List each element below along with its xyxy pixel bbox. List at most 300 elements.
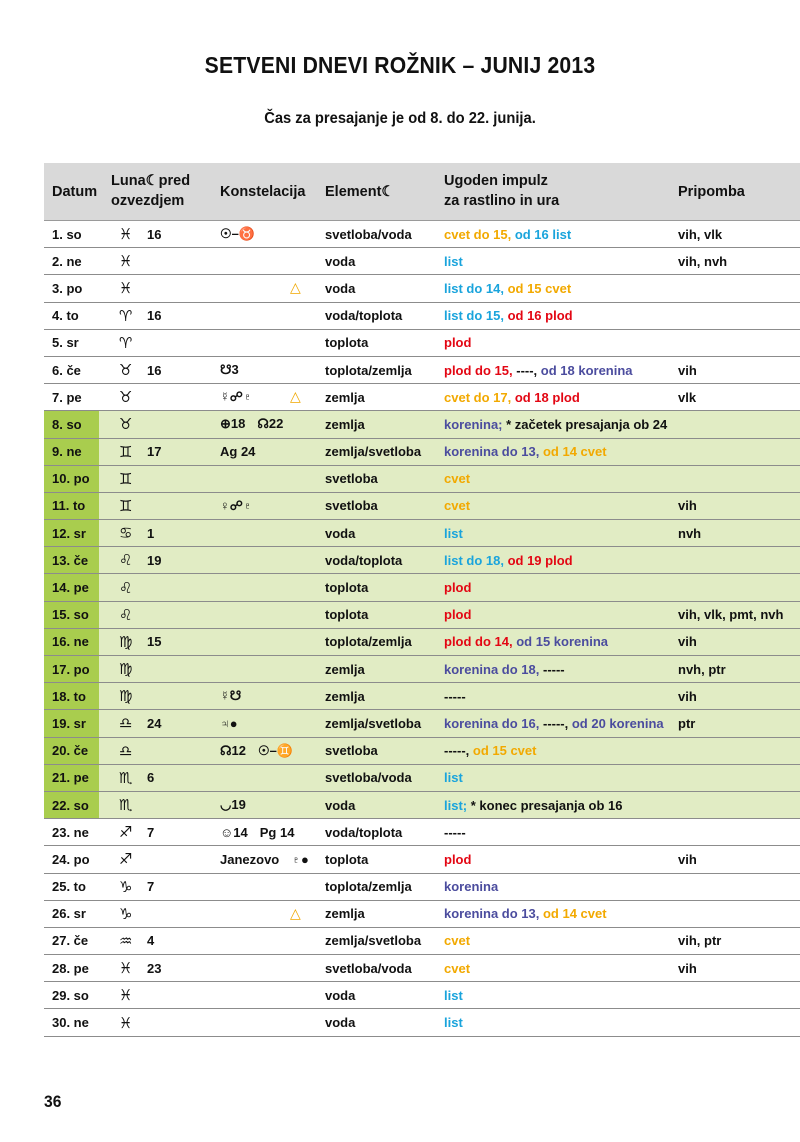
constellation-text: ☋3 [220,362,239,378]
element-cell: toplota/zemlja [325,634,412,650]
moon-entry-hour: 1 [147,525,155,541]
impulse-cell [440,901,674,927]
impulse-cell [440,738,674,764]
constellation-text-2: Pg 14 [259,824,295,840]
date-cell: 20. če [44,738,99,764]
constellation-text: ♃● [220,715,238,731]
zodiac-sign-icon: ♓ [119,959,133,978]
element-cell: toplota [325,335,369,351]
table-row [44,520,800,547]
date-cell: 13. če [44,547,99,573]
table-body [44,221,800,1037]
impulse-cell [440,928,674,954]
constellation-text: Janezovo [220,851,280,867]
zodiac-sign-icon: ♑ [119,904,133,923]
moon-constellation-cell [99,221,212,247]
impulse-segment: cvet do 15, [444,226,515,242]
date-cell: 6. če [52,362,81,378]
constellation-cell [212,493,321,519]
element-cell: voda/toplota [325,308,403,324]
zodiac-sign-icon: ♈ [119,306,133,325]
impulse-segment: korenina [444,879,499,895]
impulse-cell [440,683,674,709]
table-row [44,384,800,411]
element-cell: zemlja [325,389,365,405]
constellation-cell [212,901,321,927]
constellation-text: ☉–♉ [220,226,256,242]
impulse-segment: od 14 cvet [542,906,607,922]
date-cell: 16. ne [44,629,99,655]
moon-constellation-cell [99,629,212,655]
impulse-segment: plod [444,335,472,351]
remark-cell: vih [678,688,697,704]
constellation-cell [212,846,321,872]
date-cell: 15. so [44,602,99,628]
moon-entry-hour: 16 [147,362,162,378]
element-cell: zemlja [325,906,365,922]
impulse-cell [440,221,674,247]
element-cell: svetloba/voda [325,960,412,976]
impulse-segment: korenina do 13, [444,444,543,460]
header-pripomba: Pripomba [678,183,745,200]
zodiac-sign-icon: ♓ [119,986,133,1005]
remark-cell [674,874,800,900]
constellation-cell [212,330,321,356]
remark-cell [674,439,800,465]
constellation-text: ⊕18 [220,416,246,432]
date-cell: 5. sr [52,335,79,351]
remark-cell: vih, ptr [678,933,722,949]
constellation-cell [212,765,321,791]
remark-cell [674,574,800,600]
impulse-cell [440,710,674,736]
constellation-cell [212,819,321,845]
moon-constellation-cell [99,901,212,927]
remark-cell [674,466,800,492]
impulse-segment: od 14 cvet [542,444,607,460]
table-row [44,874,800,901]
table-row [44,357,800,384]
date-cell: 10. po [44,466,99,492]
element-cell: zemlja/svetloba [325,715,422,731]
impulse-cell [440,275,674,301]
moon-constellation-cell [99,656,212,682]
date-cell: 25. to [52,879,86,895]
remark-cell: vih, vlk [678,226,723,242]
zodiac-sign-icon: ♊ [119,442,133,461]
element-cell: toplota [325,851,369,867]
zodiac-sign-icon: ♍ [119,632,133,651]
date-cell: 26. sr [52,906,86,922]
impulse-cell [440,330,674,356]
date-cell: 24. po [52,851,90,867]
zodiac-sign-icon: ♐ [119,850,133,869]
constellation-cell [212,384,321,410]
zodiac-sign-icon: ♑ [119,877,133,896]
impulse-cell [440,955,674,981]
constellation-cell [212,982,321,1008]
constellation-cell [212,520,321,546]
date-cell: 22. so [44,792,99,818]
impulse-segment: list [444,525,463,541]
impulse-cell [440,602,674,628]
moon-constellation-cell [99,819,212,845]
remark-cell [674,982,800,1008]
moon-entry-hour: 23 [147,960,162,976]
table-row [44,1009,800,1036]
header-konstelacija: Konstelacija [220,183,306,200]
constellation-cell [212,874,321,900]
header-impulz-line1: Ugoden impulz [444,173,548,189]
impulse-cell [440,982,674,1008]
impulse-cell [440,466,674,492]
moon-constellation-cell [99,765,212,791]
impulse-segment: -----, [542,715,572,731]
element-cell: voda/toplota [325,824,403,840]
table-row [44,466,800,493]
impulse-segment: cvet [444,471,471,487]
header-impulz [440,163,674,220]
zodiac-sign-icon: ♌ [119,578,133,597]
table-row [44,602,800,629]
triangle-aspect-icon: △ [290,905,301,922]
element-cell: toplota [325,580,369,596]
date-cell: 12. sr [44,520,99,546]
impulse-cell [440,1009,674,1035]
element-cell: voda [325,253,356,269]
impulse-cell [440,439,674,465]
date-cell: 2. ne [52,253,82,269]
impulse-segment: * konec presajanja ob 16 [470,797,623,813]
impulse-cell [440,547,674,573]
page-subtitle: Čas za presajanje je od 8. do 22. junija. [264,110,536,127]
moon-entry-hour: 6 [147,770,155,786]
remark-cell: vih [678,851,697,867]
element-cell: voda [325,1015,356,1031]
table-row [44,303,800,330]
element-cell: voda [325,797,356,813]
table-row [44,710,800,737]
impulse-segment: list do 18, [444,552,508,568]
constellation-text: ☿☍♇ [220,389,253,405]
remark-cell [674,303,800,329]
impulse-segment: plod [444,580,472,596]
table-row [44,928,800,955]
impulse-cell [440,629,674,655]
zodiac-sign-icon: ♌ [119,605,133,624]
moon-constellation-cell [99,874,212,900]
constellation-cell [212,574,321,600]
element-cell: zemlja [325,688,365,704]
impulse-cell [440,493,674,519]
date-cell: 7. pe [52,389,82,405]
header-luna-line2: ozvezdjem [111,193,185,209]
zodiac-sign-icon: ♊ [119,469,133,488]
constellation-cell [212,357,321,383]
triangle-aspect-icon: △ [290,389,301,406]
table-row [44,574,800,601]
zodiac-sign-icon: ♍ [119,687,133,706]
moon-constellation-cell [99,330,212,356]
table-row [44,819,800,846]
table-row [44,221,800,248]
table-row [44,656,800,683]
element-cell: voda [325,987,356,1003]
impulse-segment: od 15 cvet [507,280,572,296]
impulse-segment: cvet [444,960,471,976]
constellation-text-2: ☉–♊ [258,742,294,758]
date-cell: 28. pe [52,960,89,976]
element-cell: svetloba [325,471,378,487]
moon-entry-hour: 7 [147,824,155,840]
remark-cell: nvh, ptr [678,661,726,677]
impulse-segment: list [444,987,463,1003]
impulse-cell [440,656,674,682]
date-cell: 19. sr [44,710,99,736]
zodiac-sign-icon: ♓ [119,252,133,271]
zodiac-sign-icon: ♐ [119,823,133,842]
impulse-cell [440,846,674,872]
remark-cell [674,275,800,301]
zodiac-sign-icon: ♊ [119,496,133,515]
impulse-cell [440,819,674,845]
impulse-segment: cvet [444,498,471,514]
sowing-calendar-table [44,163,800,1037]
constellation-cell [212,710,321,736]
impulse-cell [440,765,674,791]
date-cell: 27. če [52,933,89,949]
remark-cell: vih [678,362,697,378]
element-cell: zemlja [325,661,365,677]
moon-constellation-cell [99,248,212,274]
impulse-segment: od 16 plod [507,308,573,324]
constellation-cell [212,602,321,628]
page-number: 36 [44,1092,62,1111]
zodiac-sign-icon: ♈ [119,333,133,352]
moon-constellation-cell [99,411,212,437]
impulse-cell [440,411,674,437]
element-cell: zemlja/svetloba [325,444,422,460]
constellation-cell [212,629,321,655]
header-element: Element☾ [325,183,395,200]
remark-cell: ptr [678,715,696,731]
impulse-segment: plod do 14, [444,634,517,650]
constellation-cell [212,738,321,764]
date-cell: 30. ne [52,1015,89,1031]
table-row [44,982,800,1009]
zodiac-sign-icon: ♏ [119,768,133,787]
remark-cell [674,738,800,764]
table-row [44,792,800,819]
zodiac-sign-icon: ♓ [119,279,133,298]
impulse-segment: od 16 list [514,226,572,242]
date-cell: 3. po [52,280,83,296]
remark-cell [674,765,800,791]
moon-constellation-cell [99,683,212,709]
table-row [44,738,800,765]
date-cell: 1. so [52,226,82,242]
impulse-segment: plod [444,851,472,867]
constellation-text: ☿☋ [220,688,242,704]
moon-constellation-cell [99,275,212,301]
zodiac-sign-icon: ♉ [119,388,133,407]
impulse-segment: korenina; [444,416,507,432]
impulse-segment: list; [444,797,471,813]
impulse-segment: ----- [444,824,466,840]
table-row [44,683,800,710]
zodiac-sign-icon: ♓ [119,225,133,244]
moon-constellation-cell [99,493,212,519]
table-row [44,629,800,656]
zodiac-sign-icon: ♉ [119,415,133,434]
remark-cell [674,547,800,573]
impulse-segment: * začetek presajanja ob 24 [506,416,668,432]
moon-constellation-cell [99,792,212,818]
moon-constellation-cell [99,602,212,628]
moon-entry-hour: 7 [147,879,155,895]
date-cell: 21. pe [44,765,99,791]
remark-cell [674,1009,800,1035]
date-cell: 23. ne [52,824,89,840]
header-datum: Datum [52,183,98,200]
moon-constellation-cell [99,303,212,329]
table-header [44,163,800,221]
remark-cell: vih [678,960,697,976]
remark-cell: vih [678,498,697,514]
constellation-cell [212,1009,321,1035]
moon-constellation-cell [99,357,212,383]
header-impulz-line2: za rastlino in ura [444,193,560,209]
impulse-segment: korenina do 18, [444,661,543,677]
element-cell: svetloba [325,498,378,514]
remark-cell: vih, nvh [678,253,728,269]
moon-constellation-cell [99,466,212,492]
impulse-segment: plod do 15, [444,362,517,378]
constellation-cell [212,248,321,274]
page-title: SETVENI DNEVI ROŽNIK – JUNIJ 2013 [204,52,596,78]
constellation-cell [212,411,321,437]
remark-cell: vih, vlk, pmt, nvh [678,607,784,623]
constellation-cell [212,439,321,465]
element-cell: zemlja/svetloba [325,933,422,949]
impulse-cell [440,357,674,383]
impulse-segment: od 15 cvet [472,743,537,759]
impulse-cell [440,248,674,274]
element-cell: voda [325,525,356,541]
table-row [44,439,800,466]
moon-entry-hour: 15 [147,634,162,650]
impulse-segment: od 19 plod [507,552,573,568]
date-cell: 8. so [44,411,99,437]
impulse-cell [440,303,674,329]
element-cell: toplota/zemlja [325,362,412,378]
remark-cell [674,901,800,927]
moon-constellation-cell [99,520,212,546]
impulse-cell [440,574,674,600]
zodiac-sign-icon: ♎ [119,741,133,760]
constellation-cell [212,683,321,709]
impulse-segment: od 20 korenina [571,715,664,731]
impulse-segment: list [444,253,463,269]
constellation-cell [212,221,321,247]
impulse-cell [440,874,674,900]
date-cell: 14. pe [44,574,99,600]
moon-entry-hour: 19 [147,552,162,568]
remark-cell [674,792,800,818]
zodiac-sign-icon: ♒ [119,931,133,950]
constellation-cell [212,792,321,818]
moon-constellation-cell [99,982,212,1008]
impulse-segment: list [444,1015,463,1031]
moon-constellation-cell [99,928,212,954]
zodiac-sign-icon: ♌ [119,551,133,570]
impulse-segment: list do 14, [444,280,508,296]
zodiac-sign-icon: ♏ [119,796,133,815]
impulse-cell [440,520,674,546]
constellation-cell [212,928,321,954]
constellation-text: ♀☍♇ [220,497,253,513]
zodiac-sign-icon: ♎ [119,714,133,733]
triangle-aspect-icon: △ [290,280,301,297]
impulse-cell [440,792,674,818]
constellation-cell [212,466,321,492]
moon-constellation-cell [99,738,212,764]
constellation-text: ◡19 [220,797,246,813]
element-cell: voda/toplota [325,552,403,568]
impulse-segment: -----, [444,743,473,759]
zodiac-sign-icon: ♍ [119,660,133,679]
impulse-segment: od 15 korenina [516,634,608,650]
header-luna [99,163,212,220]
table-row [44,547,800,574]
constellation-text: ☺14 [220,824,248,840]
table-row [44,846,800,873]
moon-entry-hour: 16 [147,226,162,242]
date-cell: 18. to [44,683,99,709]
table-row [44,493,800,520]
moon-constellation-cell [99,384,212,410]
constellation-cell [212,656,321,682]
remark-cell [674,819,800,845]
zodiac-sign-icon: ♓ [119,1013,133,1032]
remark-cell: nvh [678,525,702,541]
impulse-segment: cvet do 17, [444,389,515,405]
constellation-text-2: ♇● [291,851,309,867]
table-row [44,955,800,982]
date-cell: 9. ne [44,439,99,465]
table-row [44,901,800,928]
moon-constellation-cell [99,1009,212,1035]
moon-constellation-cell [99,710,212,736]
moon-entry-hour: 24 [147,715,162,731]
moon-entry-hour: 17 [147,444,162,460]
constellation-text: Ag 24 [220,444,256,460]
moon-entry-hour: 4 [147,933,155,949]
impulse-segment: plod [444,607,472,623]
remark-cell: vlk [678,389,697,405]
constellation-text: ☊12 [220,742,247,758]
constellation-cell [212,303,321,329]
impulse-cell [440,384,674,410]
impulse-segment: cvet [444,933,471,949]
impulse-segment: list do 15, [444,308,508,324]
constellation-cell [212,275,321,301]
element-cell: toplota/zemlja [325,879,412,895]
date-cell: 4. to [52,308,79,324]
moon-entry-hour: 16 [147,308,162,324]
zodiac-sign-icon: ♋ [119,524,133,543]
moon-constellation-cell [99,955,212,981]
